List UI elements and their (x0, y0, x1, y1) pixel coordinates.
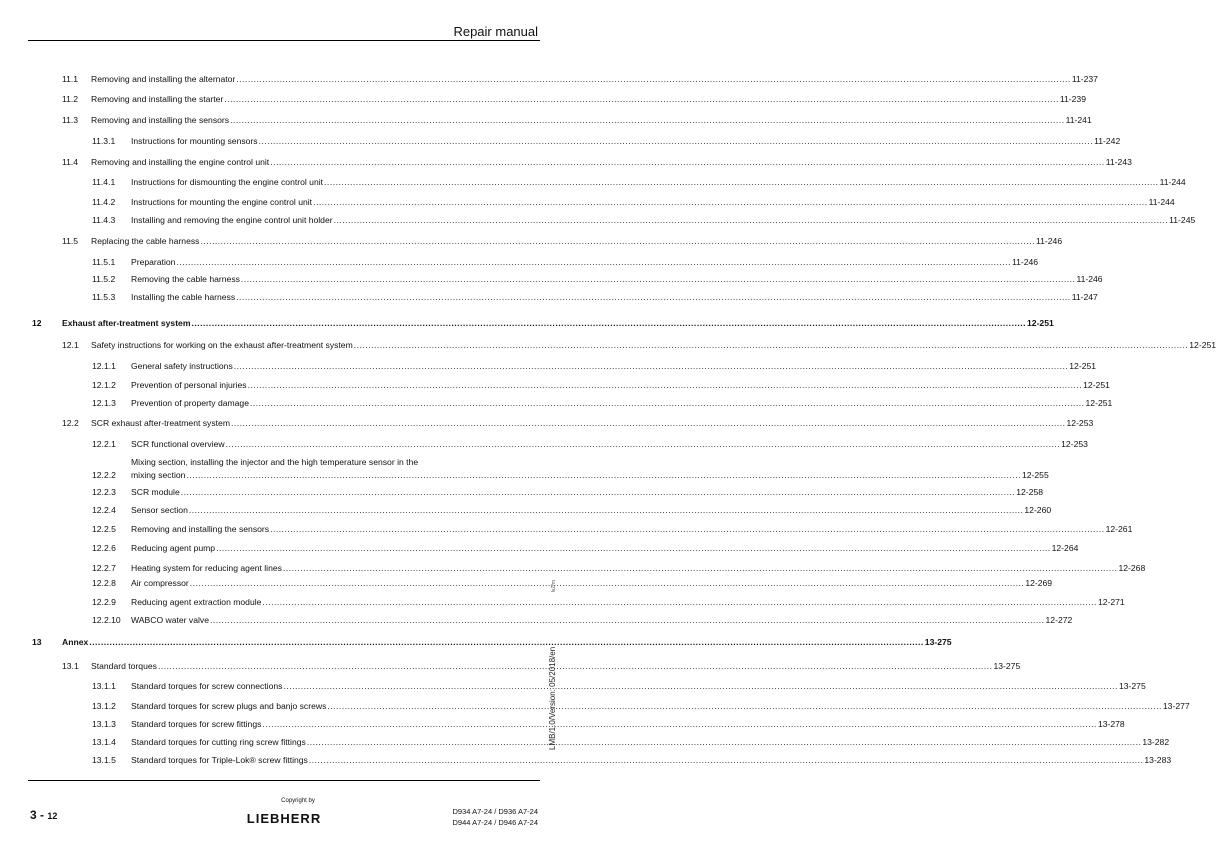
toc-leader (334, 215, 1169, 226)
toc-number: 11.4 (62, 157, 79, 167)
toc-page: 11-247 (1071, 292, 1098, 302)
toc-title: Standard torques for screw plugs and banjo screws (131, 701, 327, 711)
toc-page: 11-246 (1035, 236, 1063, 246)
toc-number: 12 (32, 318, 42, 328)
toc-section (62, 418, 1094, 429)
toc-title: Removing and installing the sensors (91, 115, 230, 125)
toc-leader (262, 597, 1097, 608)
toc-leader (231, 418, 1066, 429)
toc-title: Removing and installing the starter (91, 94, 224, 104)
toc-title: Heating system for reducing agent lines (131, 563, 282, 573)
toc-page: 12-261 (1105, 524, 1133, 534)
toc-subsection (92, 457, 1049, 481)
toc-leader (354, 340, 1189, 351)
toc-page: 11-243 (1105, 157, 1132, 167)
toc-page: 11-246 (1076, 274, 1103, 284)
toc-subsection (92, 563, 1146, 574)
toc-page: 11-245 (1169, 215, 1196, 225)
toc-page: 12-251 (1069, 361, 1097, 371)
toc-leader (313, 197, 1148, 208)
toc-page: 11-239 (1059, 94, 1086, 104)
version-label: LMB/1.0/Version: 05/2018/en (548, 646, 557, 750)
toc-page: 12-264 (1051, 543, 1079, 553)
toc-subsection (92, 701, 1190, 712)
toc-number: 12.2.2 (92, 470, 116, 480)
toc-number: 13.1.5 (92, 755, 116, 765)
toc-page: 12-253 (1066, 418, 1094, 428)
toc-section (62, 661, 1021, 672)
toc-number: 12.2.9 (92, 597, 116, 607)
toc-title: Installing and removing the engine control unit holder (131, 215, 333, 225)
toc-subsection (92, 487, 1044, 498)
toc-number: 12.2.10 (92, 615, 121, 625)
toc-number: 12.2.8 (92, 578, 116, 588)
toc-subsection (92, 197, 1175, 208)
toc-title: WABCO water valve (131, 615, 209, 625)
toc-leader (250, 398, 1085, 409)
toc-number: 12.1.2 (92, 380, 116, 390)
toc-number: 11.5 (62, 236, 79, 246)
toc-number: 13.1.4 (92, 737, 116, 747)
toc-page: 13-282 (1142, 737, 1170, 747)
toc-leader (186, 470, 1021, 481)
toc-number: 12.2.1 (92, 439, 116, 449)
toc-leader (158, 661, 993, 672)
toc-title: Air compressor (131, 578, 189, 588)
toc-number: 11.3.1 (92, 136, 116, 146)
toc-leader (234, 361, 1069, 372)
toc-number: 11.4.3 (92, 215, 116, 225)
toc-number: 12.2 (62, 418, 79, 428)
toc-section (62, 94, 1086, 105)
toc-subsection (92, 755, 1172, 766)
toc-leader (190, 578, 1025, 589)
toc-title: SCR functional overview (131, 439, 225, 449)
toc-page: 12-251 (1085, 398, 1113, 408)
toc-leader (283, 681, 1118, 692)
toc-page: 11-242 (1094, 136, 1121, 146)
toc-page: 11-237 (1071, 74, 1098, 84)
toc-subsection (92, 615, 1073, 626)
toc-title: Replacing the cable harness (91, 236, 200, 246)
toc-section (62, 115, 1092, 126)
toc-leader (248, 380, 1083, 391)
toc-page: 13-283 (1144, 755, 1172, 765)
toc-title: Instructions for mounting the engine control unit (131, 197, 313, 207)
svg-text:LIEBHERR: LIEBHERR (246, 811, 322, 826)
toc-number: 13.1.3 (92, 719, 116, 729)
toc-number: 12.2.3 (92, 487, 116, 497)
toc-number: 11.3 (62, 115, 79, 125)
toc-number: 12.1.1 (92, 361, 116, 371)
toc-page: 12-258 (1016, 487, 1044, 497)
toc-number: 12.2.5 (92, 524, 116, 534)
toc-leader (181, 487, 1016, 498)
toc-page: 11-244 (1159, 177, 1186, 187)
toc-leader (327, 701, 1162, 712)
toc-number: 12.2.6 (92, 543, 116, 553)
header-rule (28, 40, 540, 41)
toc-leader (191, 318, 1026, 329)
toc-title: Standard torques for cutting ring screw fittings (131, 737, 306, 747)
toc-page: 12-251 (1083, 380, 1110, 390)
toc-page: 13-277 (1162, 701, 1190, 711)
model-list: D934 A7-24 / D936 A7-24 D944 A7-24 / D946 A7-24 (452, 807, 538, 827)
toc-subsection (92, 215, 1196, 226)
toc-title: Exhaust after-treatment system (62, 318, 191, 328)
toc-title: SCR exhaust after-treatment system (91, 418, 230, 428)
toc-subsection (92, 439, 1088, 450)
toc-page: 11-244 (1148, 197, 1175, 207)
toc-title: Annex (62, 637, 89, 647)
toc-title: Prevention of property damage (131, 398, 249, 408)
toc-page: 12-268 (1118, 563, 1146, 573)
toc-leader (324, 177, 1159, 188)
toc-subsection (92, 737, 1170, 748)
toc-page: 11-241 (1065, 115, 1092, 125)
toc-number: 11.5.1 (92, 257, 116, 267)
toc-page: 12-253 (1061, 439, 1088, 449)
copyright-text: Copyright by (281, 798, 315, 804)
toc-title: Safety instructions for working on the exhaust after-treatment system (91, 340, 353, 350)
toc-page: 11-246 (1011, 257, 1039, 267)
toc-number: 12.2.4 (92, 505, 116, 515)
toc-leader (283, 563, 1118, 574)
toc-subsection (92, 361, 1097, 372)
toc-section (62, 236, 1063, 247)
toc-leader (262, 719, 1097, 730)
toc-subsection (92, 136, 1121, 147)
toc-subsection (92, 597, 1125, 608)
toc-number: 12.1 (62, 340, 79, 350)
toc-title: Mixing section, installing the injector and the high temperature sensor in the (131, 457, 419, 467)
toc-title: Removing and installing the engine control unit (91, 157, 270, 167)
liebherr-logo (238, 811, 330, 825)
toc-title: Instructions for dismounting the engine control unit (131, 177, 324, 187)
toc-subsection (92, 398, 1113, 409)
toc-page: 12-271 (1097, 597, 1125, 607)
toc-leader (210, 615, 1045, 626)
toc-leader (259, 136, 1094, 147)
toc-subsection (92, 524, 1133, 535)
toc-page: 12-251 (1027, 318, 1054, 328)
toc-leader (270, 524, 1105, 535)
toc-subsection (92, 257, 1039, 268)
toc-subsection (92, 177, 1186, 188)
toc-number: 12.2.7 (92, 563, 116, 573)
toc-page: 13-275 (924, 637, 952, 647)
toc-title: Installing the cable harness (131, 292, 236, 302)
toc-subsection (92, 274, 1103, 285)
toc-leader (309, 755, 1144, 766)
toc-section (62, 74, 1098, 85)
toc-page: 12-269 (1025, 578, 1053, 588)
toc-leader (236, 74, 1071, 85)
toc-title: Standard torques for Triple-Lok® screw fittings (131, 755, 308, 765)
toc-title: Removing the cable harness (131, 274, 240, 284)
toc-number: 12.1.3 (92, 398, 116, 408)
toc-number: 13.1.1 (92, 681, 116, 691)
toc-page: 13-278 (1097, 719, 1125, 729)
toc-number: 13.1.2 (92, 701, 116, 711)
toc-subsection (92, 292, 1098, 303)
toc-number: 13 (32, 637, 42, 647)
toc-leader (224, 94, 1059, 105)
toc-title: Removing and installing the alternator (91, 74, 236, 84)
toc-title: Preparation (131, 257, 176, 267)
toc-subsection (92, 719, 1125, 730)
toc-title: Sensor section (131, 505, 188, 515)
toc-leader (189, 505, 1024, 516)
toc-leader (241, 274, 1076, 285)
toc-leader (89, 637, 924, 648)
toc-page: 13-275 (993, 661, 1021, 671)
toc-leader (176, 257, 1011, 268)
toc-title: Standard torques for screw connections (131, 681, 283, 691)
toc-page: 12-255 (1021, 470, 1049, 480)
toc-subsection (92, 505, 1052, 516)
toc-title: Prevention of personal injuries (131, 380, 247, 390)
toc-section (62, 157, 1132, 168)
toc-title-continued: mixing section (131, 470, 186, 480)
toc-leader (230, 115, 1065, 126)
toc-chapter (32, 318, 1054, 329)
toc-title: Standard torques (91, 661, 157, 671)
toc-number: 13.1 (62, 661, 79, 671)
toc-page: 13-275 (1118, 681, 1146, 691)
toc-number: 11.4.2 (92, 197, 116, 207)
toc-leader (307, 737, 1142, 748)
toc-subsection (92, 543, 1079, 554)
toc-title: Standard torques for screw fittings (131, 719, 262, 729)
toc-leader (236, 292, 1071, 303)
toc-subsection (92, 681, 1146, 692)
toc-section (62, 340, 1216, 351)
toc-number: 11.5.2 (92, 274, 116, 284)
toc-page: 12-251 (1189, 340, 1216, 350)
toc-number: 11.1 (62, 74, 79, 84)
toc-leader (216, 543, 1051, 554)
toc-page: 12-260 (1024, 505, 1052, 515)
side-code: lvZ/m (551, 580, 557, 593)
toc-leader (270, 157, 1105, 168)
toc-leader (226, 439, 1061, 450)
toc-number: 11.4.1 (92, 177, 116, 187)
toc-title: Instructions for mounting sensors (131, 136, 258, 146)
toc-number: 11.5.3 (92, 292, 116, 302)
toc-subsection (92, 380, 1110, 391)
toc-page: 12-272 (1045, 615, 1073, 625)
toc-leader (200, 236, 1035, 247)
page-number: 3 - 12 (30, 808, 58, 822)
manual-title: Repair manual (453, 24, 538, 39)
toc-title: Reducing agent extraction module (131, 597, 262, 607)
toc-number: 11.2 (62, 94, 79, 104)
toc-title: Removing and installing the sensors (131, 524, 270, 534)
toc-chapter (32, 637, 952, 648)
toc-title: Reducing agent pump (131, 543, 216, 553)
footer-rule (28, 780, 540, 781)
toc-title: SCR module (131, 487, 180, 497)
toc-title: General safety instructions (131, 361, 233, 371)
